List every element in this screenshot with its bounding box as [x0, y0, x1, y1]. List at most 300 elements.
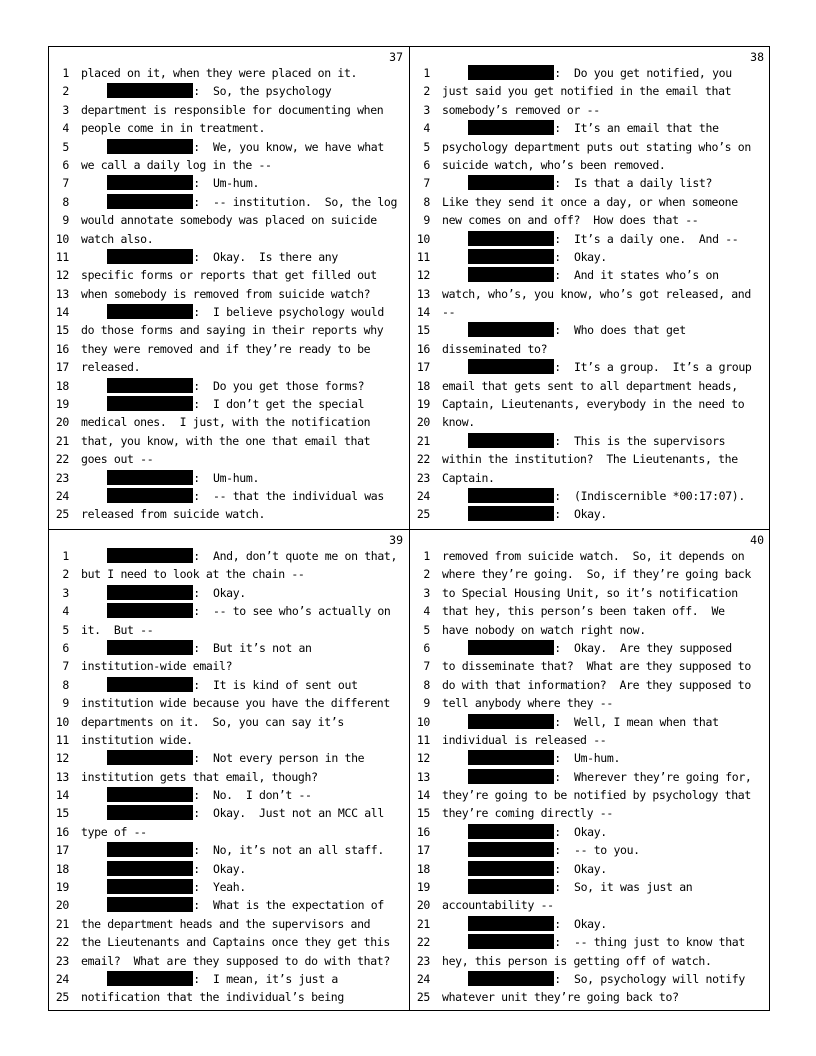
transcript-line	[49, 786, 409, 804]
transcript-line	[410, 621, 770, 639]
line-number: 22	[55, 935, 69, 950]
line-text: : Not every person in the	[193, 751, 365, 766]
indent	[442, 862, 468, 876]
line-text-wrap	[442, 119, 768, 137]
line-text-wrap	[442, 156, 768, 174]
line-text: suicide watch, who’s been removed.	[442, 157, 666, 172]
line-text-wrap	[442, 988, 768, 1006]
line-number: 3	[423, 102, 430, 117]
transcript-line	[410, 82, 770, 100]
line-text: goes out --	[81, 452, 154, 467]
line-text-wrap	[81, 138, 407, 156]
line-text: Captain, Lieutenants, everybody in the need to	[442, 397, 745, 412]
redaction-box	[468, 842, 554, 857]
indent	[442, 360, 468, 374]
line-number: 25	[55, 990, 69, 1005]
line-text-wrap	[442, 230, 768, 248]
line-number: 17	[416, 843, 430, 858]
redaction-box	[468, 879, 554, 894]
line-number: 21	[416, 433, 430, 448]
indent	[442, 176, 468, 190]
line-number: 5	[62, 139, 69, 154]
line-text-wrap	[442, 285, 768, 303]
transcript-line	[410, 211, 770, 229]
line-number: 7	[62, 659, 69, 674]
redaction-box	[468, 714, 554, 729]
line-text-wrap	[81, 119, 407, 137]
line-text: people come in in treatment.	[81, 121, 266, 136]
line-number: 20	[416, 898, 430, 913]
line-text-wrap	[442, 432, 768, 450]
redaction-box	[468, 934, 554, 949]
line-text: : (Indiscernible *00:17:07).	[554, 488, 745, 503]
line-number: 1	[423, 66, 430, 80]
redaction-box	[107, 971, 193, 986]
transcript-line	[49, 621, 409, 639]
redaction-box	[107, 879, 193, 894]
line-number: 20	[416, 415, 430, 430]
line-text: new comes on and off? How does that --	[442, 213, 699, 228]
transcript-line	[49, 768, 409, 786]
transcript-line	[410, 547, 770, 565]
transcript-line	[49, 138, 409, 156]
line-number: 2	[423, 567, 430, 582]
transcript-line	[410, 639, 770, 657]
line-number: 5	[423, 139, 430, 154]
page-39	[49, 530, 409, 1011]
redaction-box	[468, 750, 554, 765]
redaction-box	[468, 359, 554, 374]
redaction-box	[468, 65, 554, 80]
line-number: 9	[62, 213, 69, 228]
line-text: : Okay.	[554, 916, 607, 931]
line-text: : Yeah.	[193, 880, 246, 895]
line-text: : -- to see who’s actually on	[193, 604, 391, 619]
line-number: 8	[423, 677, 430, 692]
line-text-wrap	[81, 584, 407, 602]
transcript-line	[49, 804, 409, 822]
indent	[442, 641, 468, 655]
transcript-line	[410, 303, 770, 321]
line-text-wrap	[442, 138, 768, 156]
line-text-wrap	[81, 82, 407, 100]
indent	[81, 549, 107, 563]
transcript-line	[410, 713, 770, 731]
line-number: 17	[55, 843, 69, 858]
indent	[442, 843, 468, 857]
line-number: 10	[55, 714, 69, 729]
line-text: know.	[442, 415, 475, 430]
line-text: have nobody on watch right now.	[442, 622, 646, 637]
indent	[442, 935, 468, 949]
line-text: to disseminate that? What are they supposed to	[442, 659, 751, 674]
line-number: 12	[55, 751, 69, 766]
line-text-wrap	[81, 211, 407, 229]
line-text: : So, it was just an	[554, 880, 693, 895]
line-text: specific forms or reports that get filled out	[81, 268, 377, 283]
transcript-line	[49, 395, 409, 413]
line-text: : I believe psychology would	[193, 305, 384, 320]
line-text-wrap	[81, 621, 407, 639]
transcript-line	[49, 119, 409, 137]
transcript-line	[410, 340, 770, 358]
line-number: 13	[416, 286, 430, 301]
transcript-line	[49, 156, 409, 174]
line-text-wrap	[81, 340, 407, 358]
line-text-wrap	[81, 565, 407, 583]
transcript-line	[410, 841, 770, 859]
line-number: 14	[416, 788, 430, 803]
line-text-wrap	[81, 469, 407, 487]
transcript-line	[410, 193, 770, 211]
transcript-line	[410, 878, 770, 896]
line-number: 3	[62, 102, 69, 117]
line-text: departments on it. So, you can say it’s	[81, 714, 344, 729]
line-number: 8	[423, 194, 430, 209]
line-number: 21	[55, 433, 69, 448]
redaction-box	[107, 640, 193, 655]
transcript-line	[410, 970, 770, 988]
line-number: 6	[62, 157, 69, 172]
indent	[442, 972, 468, 986]
redaction-box	[107, 194, 193, 209]
line-text: Like they send it once a day, or when someone	[442, 194, 738, 209]
transcript-line	[410, 915, 770, 933]
line-number: 7	[62, 176, 69, 191]
line-text-wrap	[81, 952, 407, 970]
line-text: released.	[81, 360, 141, 375]
line-text-wrap	[442, 676, 768, 694]
line-number: 25	[55, 507, 69, 522]
page-40	[410, 530, 770, 1011]
line-text-wrap	[442, 82, 768, 100]
line-text: : What is the expectation of	[193, 898, 384, 913]
line-number: 19	[416, 880, 430, 895]
line-text-wrap	[442, 786, 768, 804]
line-text: : I mean, it’s just a	[193, 971, 338, 986]
transcript-line	[410, 450, 770, 468]
line-number: 23	[416, 470, 430, 485]
indent	[81, 176, 107, 190]
line-text: : -- thing just to know that	[554, 935, 745, 950]
indent	[81, 397, 107, 411]
line-text-wrap	[81, 64, 407, 82]
line-text-wrap	[442, 413, 768, 431]
line-number: 10	[416, 714, 430, 729]
line-text-wrap	[442, 358, 768, 376]
line-text: institution-wide email?	[81, 659, 233, 674]
indent	[81, 586, 107, 600]
line-number: 25	[416, 507, 430, 522]
redaction-box	[107, 249, 193, 264]
line-text-wrap	[442, 64, 768, 82]
redaction-box	[107, 603, 193, 618]
line-text: institution wide because you have the different	[81, 696, 390, 711]
line-text: hey, this person is getting off of watch.	[442, 953, 712, 968]
line-text-wrap	[81, 358, 407, 376]
line-text: department is responsible for documenting when	[81, 102, 384, 117]
indent	[442, 121, 468, 135]
line-text-wrap	[81, 505, 407, 523]
line-text: : Do you get those forms?	[193, 378, 365, 393]
redaction-box	[468, 916, 554, 931]
line-text: institution wide.	[81, 732, 193, 747]
line-number: 15	[416, 806, 430, 821]
indent	[81, 972, 107, 986]
redaction-box	[107, 548, 193, 563]
redaction-box	[107, 897, 193, 912]
redaction-box	[468, 249, 554, 264]
indent	[442, 917, 468, 931]
line-text: accountability --	[442, 898, 554, 913]
line-number: 16	[416, 341, 430, 356]
line-text-wrap	[442, 657, 768, 675]
line-text: we call a daily log in the --	[81, 157, 272, 172]
transcript-line	[49, 952, 409, 970]
line-text-wrap	[81, 174, 407, 192]
line-text: : Okay. Is there any	[193, 249, 338, 264]
line-text-wrap	[442, 547, 768, 565]
page-37	[49, 47, 409, 528]
line-text-wrap	[81, 676, 407, 694]
line-text-wrap	[442, 340, 768, 358]
line-text: within the institution? The Lieutenants, the	[442, 452, 738, 467]
line-text-wrap	[442, 584, 768, 602]
indent	[81, 678, 107, 692]
transcript-line	[49, 860, 409, 878]
line-text-wrap	[81, 786, 407, 804]
indent	[81, 489, 107, 503]
line-text: notification that the individual’s being	[81, 990, 344, 1005]
redaction-box	[107, 83, 193, 98]
transcript-line	[410, 933, 770, 951]
transcript-line	[410, 174, 770, 192]
line-text-wrap	[442, 621, 768, 639]
line-text-wrap	[442, 487, 768, 505]
line-text-wrap	[81, 413, 407, 431]
line-text: : Okay.	[554, 507, 607, 522]
transcript-line	[49, 878, 409, 896]
redaction-box	[107, 842, 193, 857]
line-text: : So, psychology will notify	[554, 971, 745, 986]
indent	[81, 788, 107, 802]
transcript-line	[49, 469, 409, 487]
line-text: : We, you know, we have what	[193, 139, 384, 154]
transcript-line	[410, 248, 770, 266]
transcript-line	[410, 230, 770, 248]
line-number: 2	[62, 84, 69, 99]
line-text: they were removed and if they’re ready to be	[81, 341, 371, 356]
transcript-line	[410, 138, 770, 156]
line-text: psychology department puts out stating who’s on	[442, 139, 751, 154]
line-number: 16	[55, 824, 69, 839]
line-number: 4	[423, 604, 430, 619]
redaction-box	[107, 750, 193, 765]
redaction-box	[468, 231, 554, 246]
line-text-wrap	[81, 230, 407, 248]
line-number: 18	[416, 378, 430, 393]
line-text-wrap	[81, 602, 407, 620]
line-text-wrap	[442, 823, 768, 841]
line-text: : Okay.	[193, 585, 246, 600]
line-number: 22	[55, 452, 69, 467]
transcript-line	[410, 285, 770, 303]
transcript-line	[410, 952, 770, 970]
transcript-line	[49, 565, 409, 583]
line-number: 11	[416, 249, 430, 264]
line-number: 11	[416, 732, 430, 747]
line-text-wrap	[442, 395, 768, 413]
transcript-line	[410, 657, 770, 675]
line-number: 12	[416, 751, 430, 766]
line-text-wrap	[81, 860, 407, 878]
redaction-box	[468, 120, 554, 135]
transcript-lines	[410, 64, 770, 524]
line-text-wrap	[442, 713, 768, 731]
line-number: 9	[62, 696, 69, 711]
transcript-line	[49, 303, 409, 321]
indent	[442, 489, 468, 503]
redaction-box	[107, 470, 193, 485]
indent	[442, 507, 468, 521]
line-text-wrap	[81, 713, 407, 731]
redaction-box	[468, 175, 554, 190]
transcript-line	[410, 768, 770, 786]
line-text-wrap	[81, 285, 407, 303]
transcript-lines	[49, 547, 409, 1007]
line-number: 2	[423, 84, 430, 99]
line-text-wrap	[81, 450, 407, 468]
transcript-line	[49, 248, 409, 266]
transcript-line	[49, 713, 409, 731]
transcript-line	[410, 565, 770, 583]
indent	[81, 84, 107, 98]
line-text-wrap	[442, 952, 768, 970]
line-text-wrap	[442, 377, 768, 395]
transcript-line	[49, 211, 409, 229]
line-text: : -- institution. So, the log	[193, 194, 398, 209]
line-text: : Okay. Are they supposed	[554, 640, 732, 655]
line-number: 6	[423, 157, 430, 172]
redaction-box	[107, 304, 193, 319]
line-number: 7	[423, 176, 430, 191]
line-number: 21	[55, 916, 69, 931]
line-number: 18	[55, 378, 69, 393]
line-text-wrap	[442, 694, 768, 712]
redaction-box	[468, 433, 554, 448]
indent	[81, 641, 107, 655]
line-text: : It’s a daily one. And --	[554, 231, 739, 246]
line-text: where they’re going. So, if they’re going back	[442, 567, 751, 582]
line-text: the department heads and the supervisors and	[81, 916, 371, 931]
indent	[81, 471, 107, 485]
transcript-lines	[49, 64, 409, 524]
transcript-line	[49, 266, 409, 284]
redaction-box	[107, 175, 193, 190]
line-text: type of --	[81, 824, 147, 839]
line-text-wrap	[81, 321, 407, 339]
line-text-wrap	[442, 266, 768, 284]
line-text: institution gets that email, though?	[81, 769, 318, 784]
line-text: : Wherever they’re going for,	[554, 769, 752, 784]
line-text: but I need to look at the chain --	[81, 567, 305, 582]
line-text-wrap	[81, 193, 407, 211]
line-text-wrap	[442, 860, 768, 878]
line-number: 8	[62, 194, 69, 209]
line-text: medical ones. I just, with the notification	[81, 415, 371, 430]
redaction-box	[107, 378, 193, 393]
line-number: 12	[55, 268, 69, 283]
line-text: : So, the psychology	[193, 84, 332, 99]
transcript-line	[49, 64, 409, 82]
line-text: when somebody is removed from suicide watch?	[81, 286, 371, 301]
transcript-line	[49, 193, 409, 211]
line-text-wrap	[81, 266, 407, 284]
transcript-line	[410, 321, 770, 339]
transcript-line	[410, 694, 770, 712]
line-text: watch also.	[81, 231, 154, 246]
line-text: : Okay.	[554, 824, 607, 839]
indent	[442, 268, 468, 282]
transcript-line	[410, 432, 770, 450]
line-text: Captain.	[442, 470, 495, 485]
line-text: watch, who’s, you know, who’s got released, and	[442, 286, 751, 301]
line-number: 23	[416, 953, 430, 968]
line-text-wrap	[81, 377, 407, 395]
line-text-wrap	[442, 193, 768, 211]
line-text-wrap	[442, 174, 768, 192]
line-text-wrap	[442, 841, 768, 859]
transcript-line	[49, 547, 409, 565]
line-text-wrap	[81, 395, 407, 413]
line-number: 15	[55, 806, 69, 821]
line-text-wrap	[442, 469, 768, 487]
line-text-wrap	[442, 565, 768, 583]
transcript-line	[410, 469, 770, 487]
transcript-line	[49, 639, 409, 657]
line-text: just said you get notified in the email that	[442, 84, 732, 99]
line-text: : Um-hum.	[193, 176, 260, 191]
line-text: : Do you get notified, you	[554, 66, 732, 80]
line-text: do those forms and saying in their reports why	[81, 323, 384, 338]
transcript-line	[410, 101, 770, 119]
transcript-line	[49, 841, 409, 859]
line-text-wrap	[81, 933, 407, 951]
indent	[81, 250, 107, 264]
transcript-line	[49, 988, 409, 1006]
line-text-wrap	[81, 731, 407, 749]
transcript-line	[49, 358, 409, 376]
line-number: 18	[55, 861, 69, 876]
line-number: 19	[55, 880, 69, 895]
redaction-box	[468, 267, 554, 282]
line-text: : It’s a group. It’s a group	[554, 360, 752, 375]
line-text: the Lieutenants and Captains once they get this	[81, 935, 390, 950]
transcript-line	[49, 657, 409, 675]
indent	[442, 232, 468, 246]
line-text-wrap	[442, 933, 768, 951]
indent	[442, 751, 468, 765]
line-text-wrap	[442, 878, 768, 896]
line-text: : Okay.	[193, 861, 246, 876]
line-text: : Okay. Just not an MCC all	[193, 806, 384, 821]
transcript-line	[49, 321, 409, 339]
line-number: 19	[416, 397, 430, 412]
indent	[81, 305, 107, 319]
line-text: : Okay.	[554, 249, 607, 264]
line-text-wrap	[81, 694, 407, 712]
line-number: 24	[55, 488, 69, 503]
